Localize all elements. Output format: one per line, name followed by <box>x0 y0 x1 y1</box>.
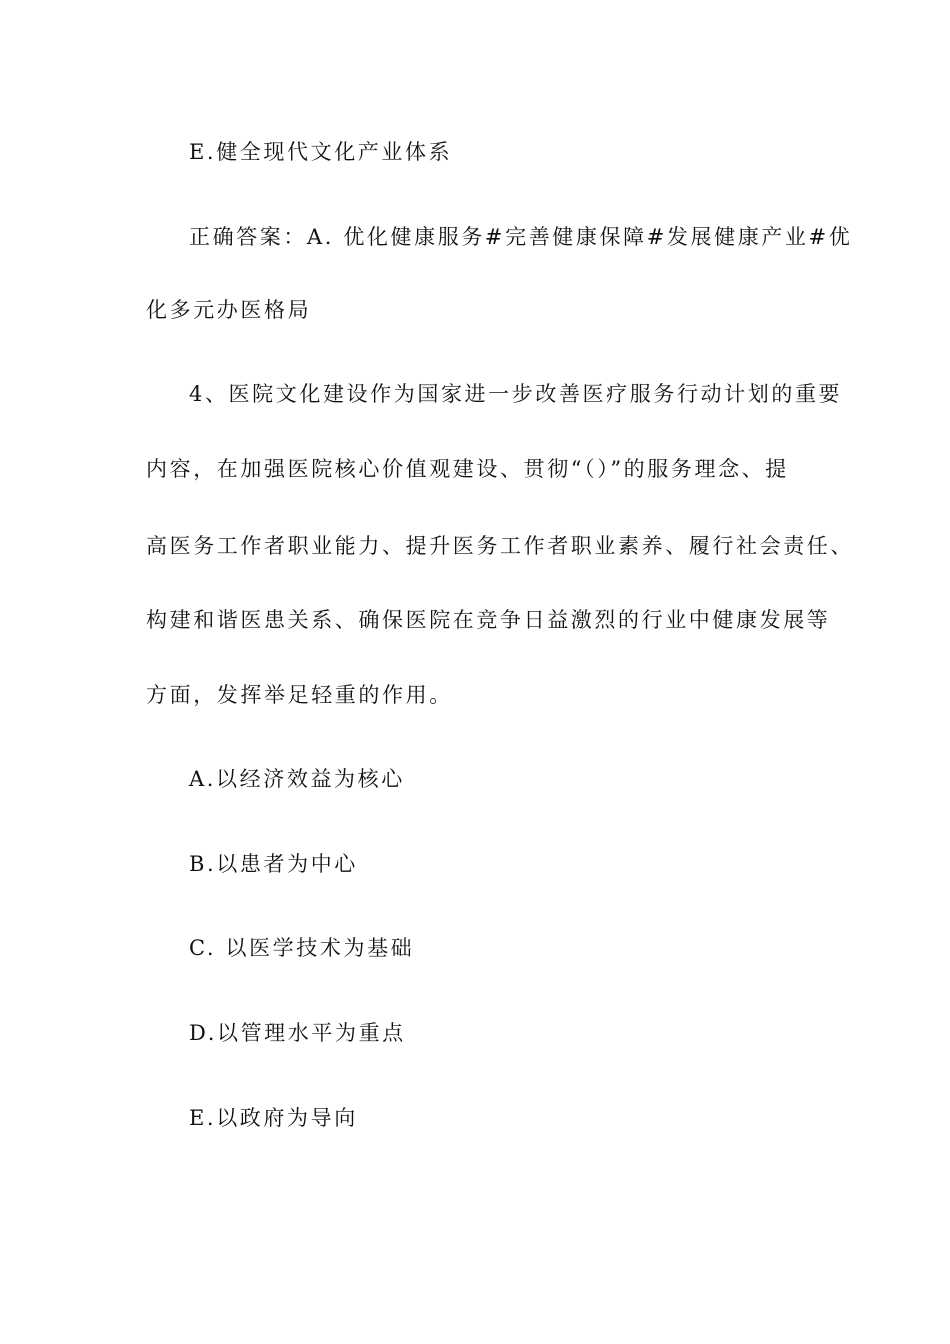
answer-line-2: 化多元办医格局 <box>146 298 312 322</box>
option-d: D.以管理水平为重点 <box>189 1021 406 1045</box>
question-stem-line-5: 方面，发挥举足轻重的作用。 <box>146 683 453 707</box>
option-b: B.以患者为中心 <box>189 852 358 876</box>
option-e: E.以政府为导向 <box>189 1106 358 1130</box>
answer-line-1: 正确答案：A. 优化健康服务#完善健康保障#发展健康产业#优 <box>189 225 853 249</box>
question-stem-line-1: 4、医院文化建设作为国家进一步改善医疗服务行动计划的重要 <box>189 382 843 406</box>
prev-option-e: E.健全现代文化产业体系 <box>189 140 453 164</box>
question-stem-line-4: 构建和谐医患关系、确保医院在竞争日益激烈的行业中健康发展等 <box>146 608 831 632</box>
question-stem-line-2: 内容，在加强医院核心价值观建设、贯彻“（）”的服务理念、提 <box>146 457 789 481</box>
option-c: C. 以医学技术为基础 <box>189 936 415 960</box>
option-a: A.以经济效益为核心 <box>189 767 405 791</box>
question-stem-line-3: 高医务工作者职业能力、提升医务工作者职业素养、履行社会责任、 <box>146 534 854 558</box>
